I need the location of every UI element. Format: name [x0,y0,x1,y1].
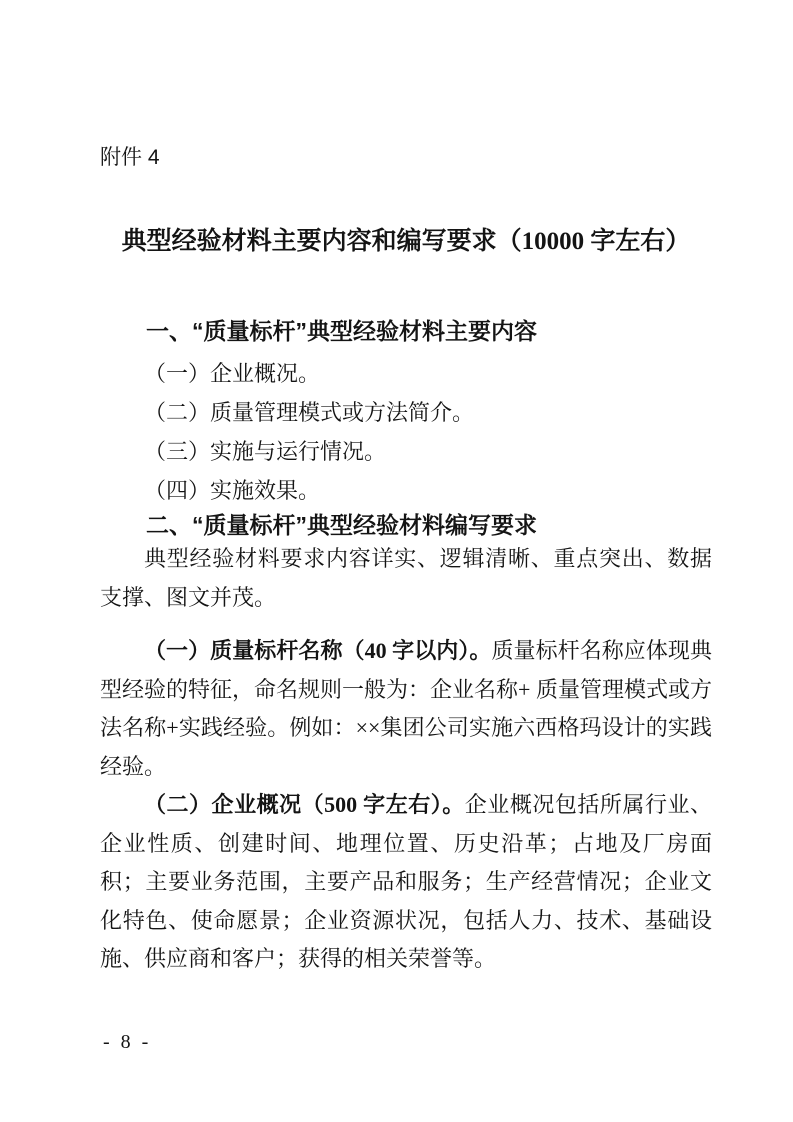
section-1-item-1: （一）企业概况。 [144,361,321,386]
page-number: - 8 - [103,1031,152,1053]
section-1-item-list [100,354,712,510]
section-1-item-3: （三）实施与运行情况。 [144,439,387,464]
section-1-heading: 一、“质量标杆”典型经验材料主要内容 [146,318,537,344]
section-1-item-4: （四）实施效果。 [144,478,321,503]
document-title: 典型经验材料主要内容和编写要求（10000 字左右） [121,228,691,255]
paragraph-2-lead: （二）企业概况（500 字左右）。 [144,792,465,817]
section-1-item-2: （二）质量管理模式或方法简介。 [144,400,475,425]
attachment-label: 附件 4 [100,146,160,169]
paragraph-2-body: 企业概况包括所属行业、企业性质、创建时间、地理位置、历史沿革；占地及厂房面积；主要业务范围，主要产品和服务；生产经营情况；企业文化特色、使命愿景；企业资源状况，包括人力、技术、基础设施、供应商和客户；获得的相关荣誉等。 [100,792,712,971]
section-2-intro-paragraph: 典型经验材料要求内容详实、逻辑清晰、重点突出、数据支撑、图文并茂。 [100,546,712,610]
paragraph-1-lead: （一）质量标杆名称（40 字以内）。 [144,638,492,663]
section-2-heading: 二、“质量标杆”典型经验材料编写要求 [146,512,537,538]
numbered-paragraph-2 [100,786,712,979]
numbered-paragraph-1 [100,632,712,786]
paragraph-1-body: 质量标杆名称应体现典型经验的特征，命名规则一般为：企业名称+ 质量管理模式或方法名称+实践经验。例如：××集团公司实施六西格玛设计的实践经验。 [100,638,712,779]
